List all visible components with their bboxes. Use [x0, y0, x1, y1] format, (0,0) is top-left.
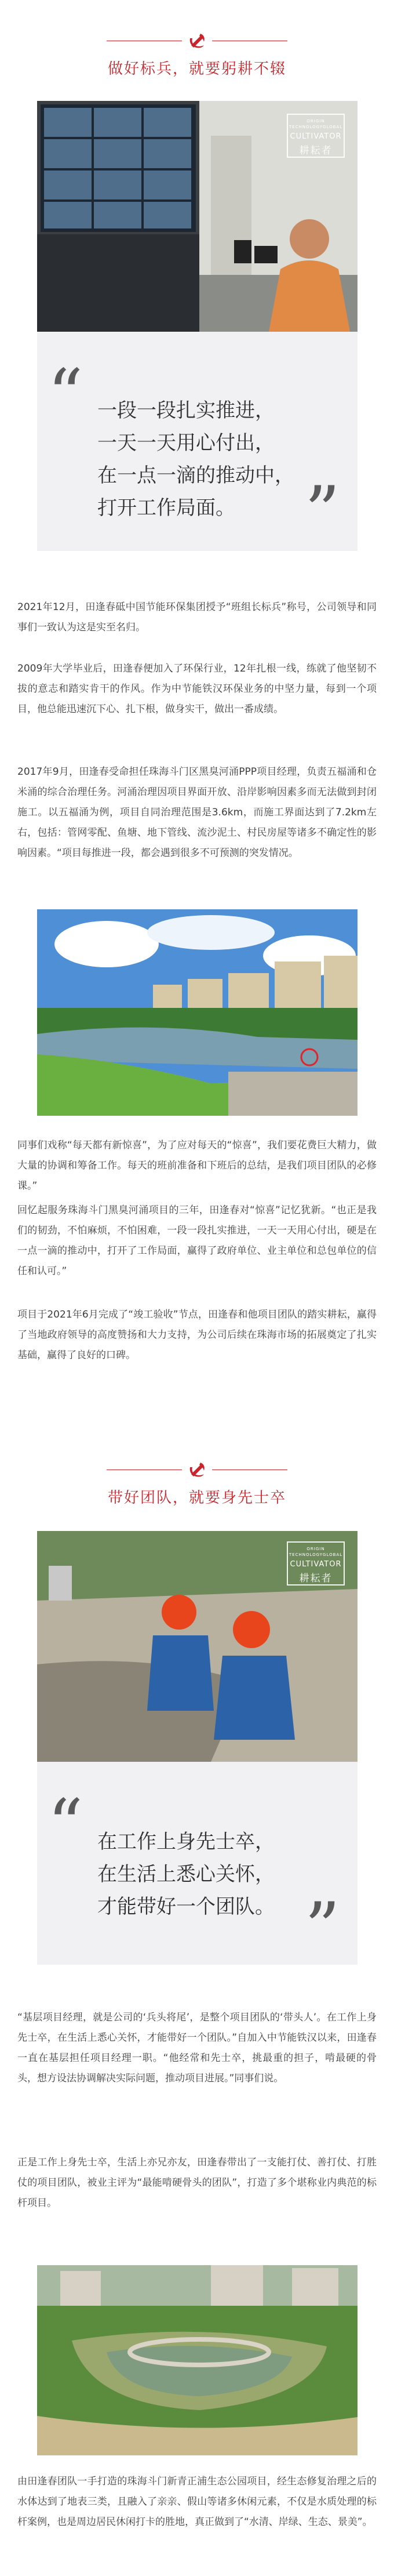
photo-river-landscape — [37, 909, 357, 1116]
section-title: 带好团队，就要身先士卒 — [107, 1489, 286, 1507]
photo-control-room — [37, 101, 357, 332]
section-header-1 — [0, 30, 394, 78]
paragraph: 2017年9月，田逢春受命担任珠海斗门区黑臭河涌PPP项目经理，负责五福涌和仓米涌的综合治理任务。河涌治理因项目界面开放、沿岸影响因素多而无法做到封闭施工。以五福涌为例，项目自同治理范围是3.6km，而施工界面达到了7.2km左右，包括：管网零配、鱼塘、地下管线、流沙泥土、村民房屋等诸多不确定性的影响因素。“项目每推进一段，都会遇到很多不可预测的突发情况。 — [17, 766, 377, 859]
paragraph: 2009年大学毕业后，田逢春便加入了环保行业，12年扎根一线，练就了他坚韧不拔的意志和踏实肯干的作风。作为中节能铁汉环保业务的中坚力量，每到一个项目，他总能迅速沉下心、扎下根，做身实干，做出一番成绩。 — [17, 663, 377, 715]
photo-eco-park — [37, 2265, 357, 2455]
section-header-2 — [0, 1459, 394, 1507]
party-emblem-icon — [187, 1459, 207, 1480]
cultivator-badge: ORIGIN TECHNOLOGYGLOBAL CULTIVATOR 耕耘者 — [287, 1541, 345, 1585]
party-emblem-icon — [187, 30, 207, 51]
close-quote-icon: ” — [304, 1888, 340, 1969]
quote-text: 一段一段扎实推进， 一天一天用心付出， 在一点一滴的推动中， 打开工作局面。 — [97, 399, 294, 520]
paragraph: 由田逢春团队一手打造的珠海斗门新青正浦生态公园项目，经生态修复治理之后的水体达到了地表三类，且融入了亲亲、假山等诸多休闲元素，不仅是水质处理的标杆案例，也是周边居民休闲打卡的胜地，真正做到了“水清、岸绿、生态、景美”。 — [17, 2476, 377, 2528]
quote-card-1 — [37, 332, 357, 551]
photo-workers-site — [37, 1531, 357, 1762]
quote-text: 在工作上身先士卒， 在生活上悉心关怀， 才能带好一个团队。 — [97, 1830, 275, 1918]
paragraph: 项目于2021年6月完成了“竣工验收”节点，田逢春和他项目团队的踏实耕耘，赢得了当地政府领导的高度赞扬和大力支持，为公司后续在珠海市场的拓展奠定了扎实基础，赢得了良好的口碑。 — [17, 1309, 377, 1361]
section-title: 做好标兵，就要躬耕不辍 — [107, 60, 286, 78]
paragraph: 正是工作上身先士卒，生活上亦兄亦友，田逢春带出了一支能打仗、善打仗、打胜仗的项目团队，被业主评为“最能啃硬骨头的团队”，打造了多个堪称业内典范的标杆项目。 — [17, 2157, 377, 2209]
close-quote-icon: ” — [304, 472, 340, 553]
paragraph: “基层项目经理，就是公司的‘兵头将尾’，是整个项目团队的‘带头人’。在工作上身先士卒，在生活上悉心关怀，才能带好一个团队。”自加入中节能铁汉以来，田逢春一直在基层担任项目经理一职。“他经常和先士卒，挑最重的担子，啃最硬的骨头，想方设法协调解决实际问题，推动项目进展。”同事们说。 — [17, 2012, 377, 2084]
paragraph: 回忆起服务珠海斗门黑臭河涌项目的三年，田逢春对“惊喜”记忆犹新。“也正是我们的韧劲，不怕麻烦，不怕困难，一段一段扎实推进，一天一天用心付出，硬是在一点一滴的推动中，打开了工作局面，赢得了政府单位、业主单位和总包单位的信任和认可。” — [17, 1204, 377, 1277]
quote-card-2 — [37, 1762, 357, 1969]
cultivator-badge: ORIGIN TECHNOLOGYGLOBAL CULTIVATOR 耕耘者 — [287, 114, 345, 158]
open-quote-icon: “ — [48, 355, 83, 436]
open-quote-icon: “ — [48, 1785, 83, 1866]
paragraph: 同事们戏称“每天都有新惊喜”，为了应对每天的“惊喜”，我们要花费巨大精力，做大量的协调和筹备工作。每天的班前准备和下班后的总结，是我们项目团队的必修课。” — [17, 1140, 377, 1192]
paragraph: 2021年12月，田逢春砥中国节能环保集团授予“班组长标兵”称号，公司领导和同事们一致认为这是实至名归。 — [17, 601, 377, 633]
